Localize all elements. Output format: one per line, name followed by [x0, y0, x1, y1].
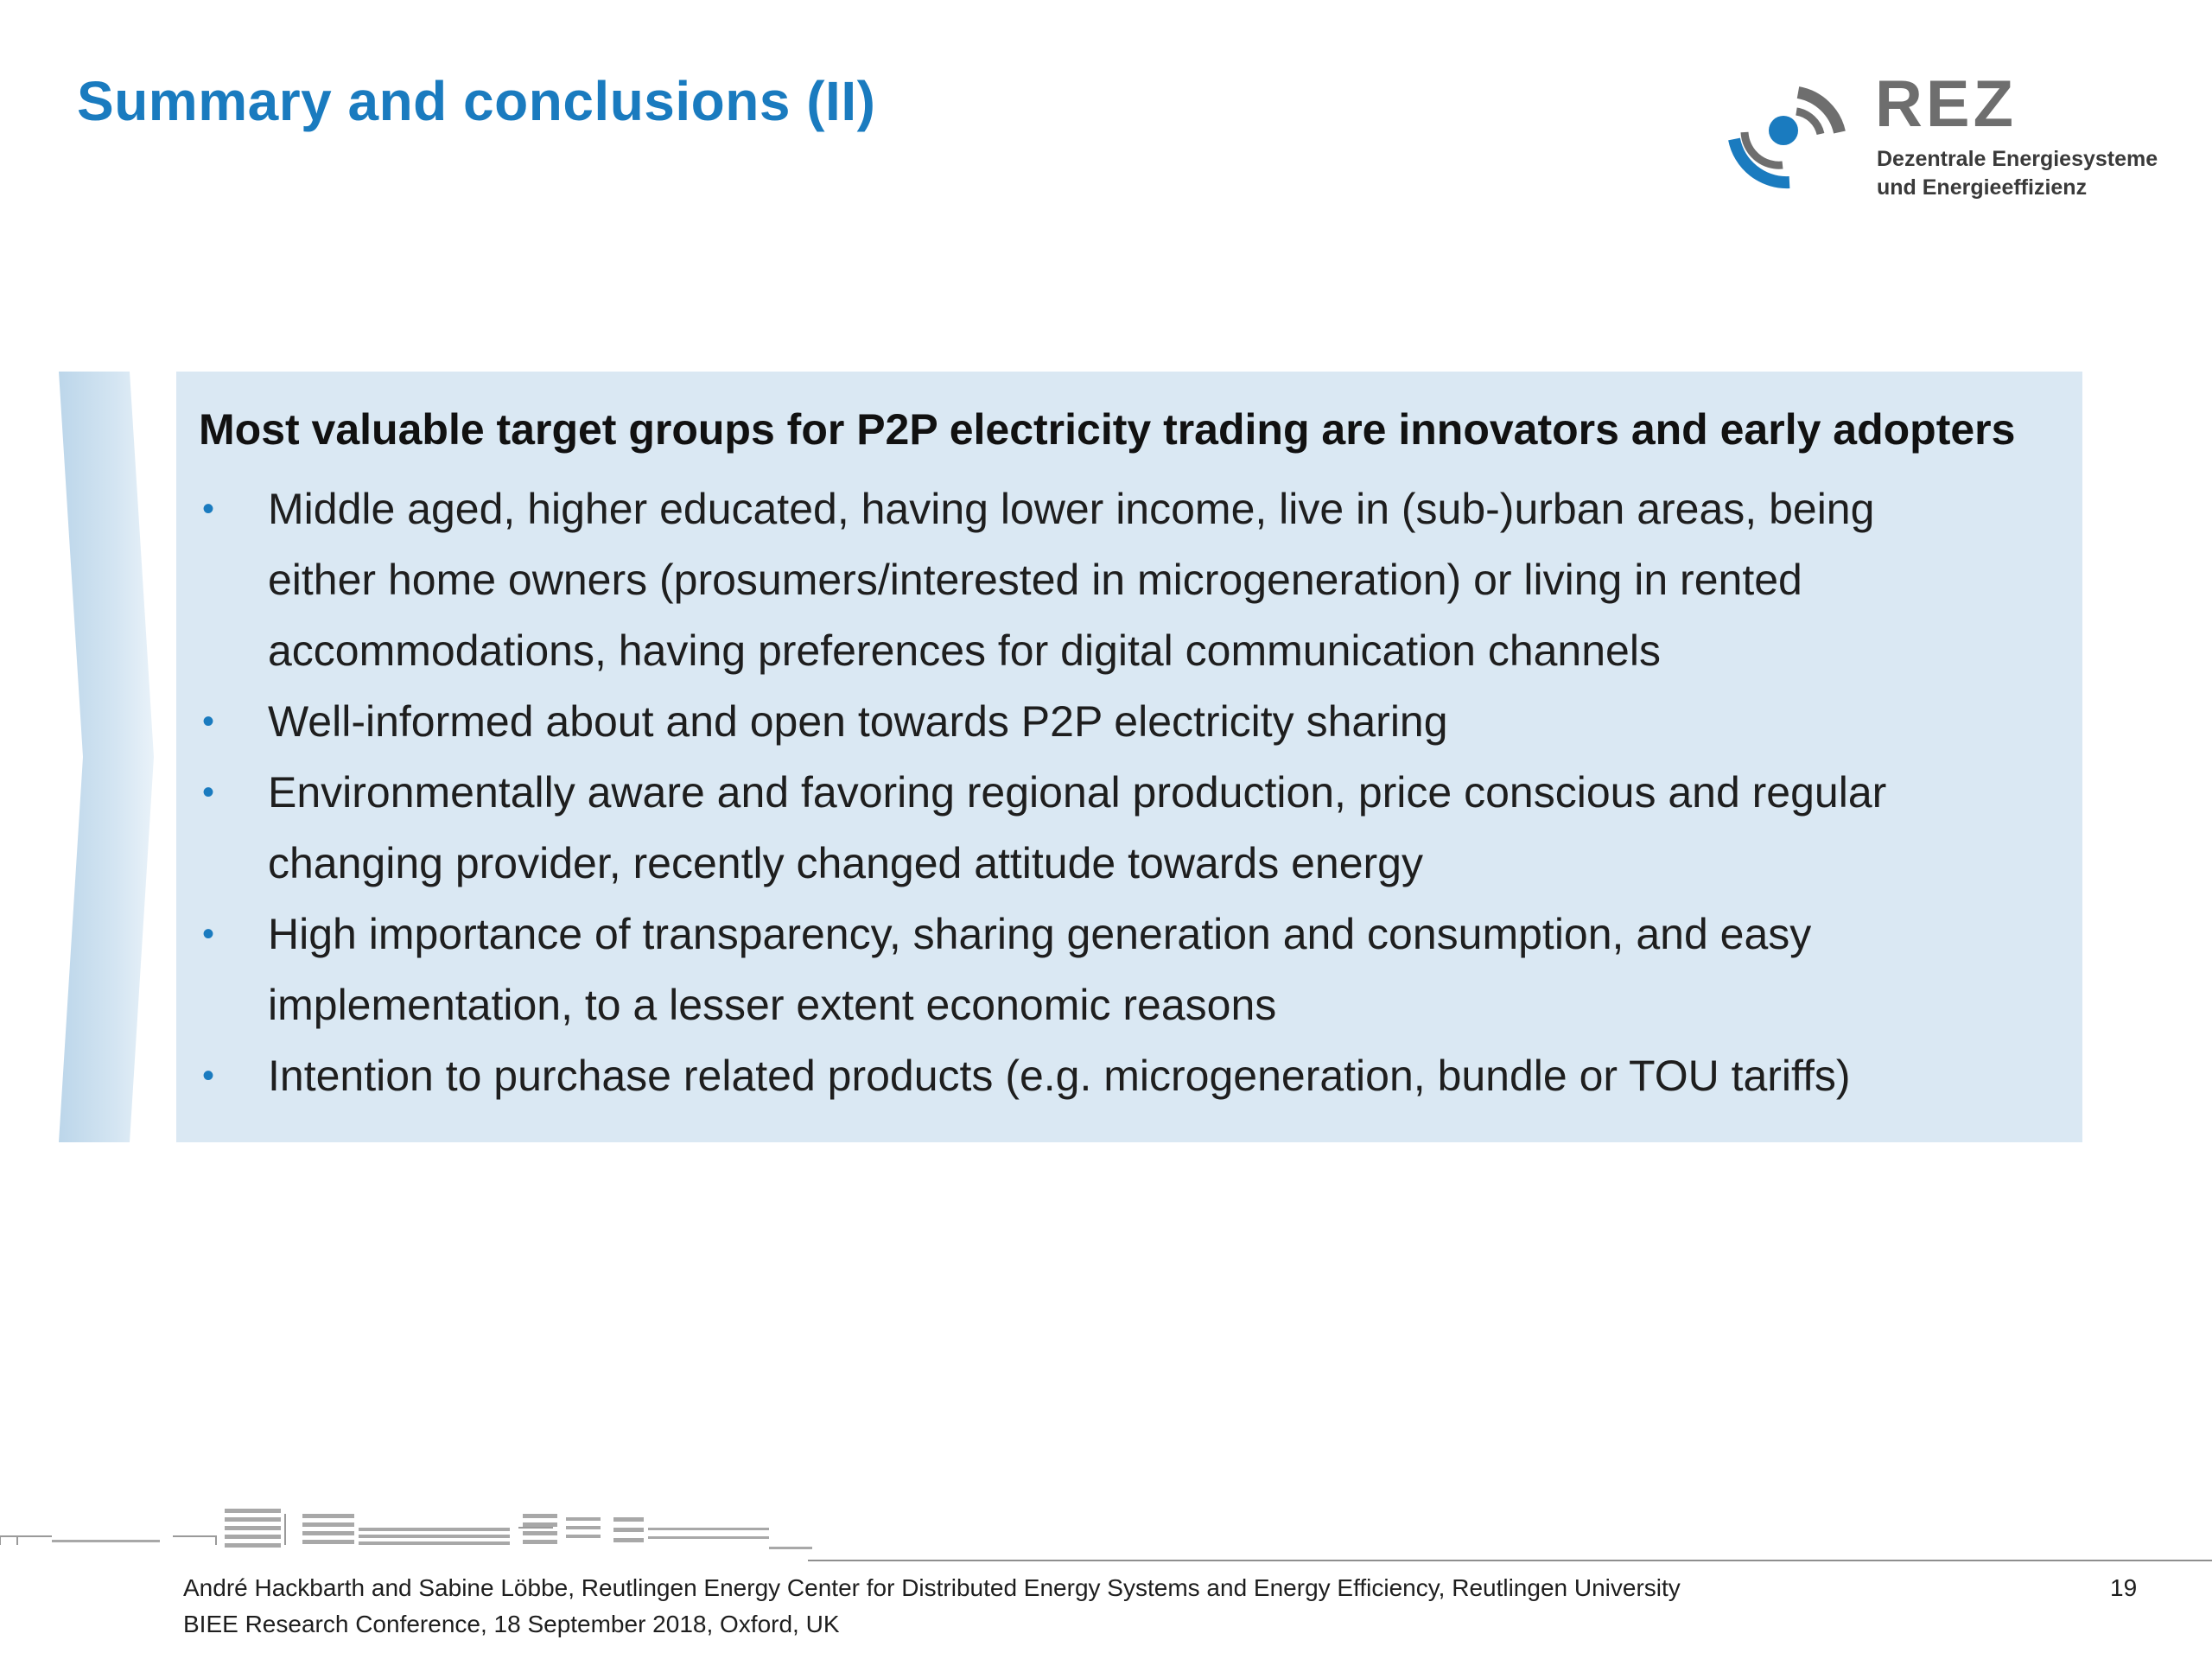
bullet-text-line: Environmentally aware and favoring regional production, price conscious and regular — [268, 768, 1887, 817]
logo-subtitle — [1877, 145, 2158, 202]
footer-conference: BIEE Research Conference, 18 September 2018, Oxford, UK — [183, 1611, 840, 1637]
rez-logo — [1724, 67, 2182, 210]
bullet-item — [199, 899, 2065, 1040]
bullet-text-line: Well-informed about and open towards P2P electricity sharing — [268, 697, 1448, 746]
bullet-text-line: High importance of transparency, sharing generation and consumption, and easy — [268, 910, 1812, 958]
content-box — [176, 372, 2082, 1142]
bullet-point-icon: • — [202, 1057, 215, 1095]
bullet-item — [199, 1040, 2065, 1111]
footer-authors: André Hackbarth and Sabine Löbbe, Reutlingen Energy Center for Distributed Energy Systems and Energy Efficiency, Reutlingen University — [183, 1574, 1681, 1601]
logo-name: REZ — [1875, 67, 2017, 141]
bullet-text-line: Middle aged, higher educated, having lower income, live in (sub-)urban areas, being — [268, 485, 1875, 533]
bullet-point-icon: • — [202, 915, 215, 953]
logo-subtitle-line: Dezentrale Energiesysteme — [1877, 147, 2158, 171]
bullet-text-line: accommodations, having preferences for digital communication channels — [268, 626, 1661, 675]
bullet-list — [199, 474, 2065, 1111]
rez-logo-icon — [1724, 72, 1853, 193]
bullet-point-icon: • — [202, 773, 215, 811]
bullet-text-line: either home owners (prosumers/interested in microgeneration) or living in rented — [268, 556, 1802, 604]
content-heading: Most valuable target groups for P2P electricity trading are innovators and early adopters — [199, 405, 2016, 454]
slide-title: Summary and conclusions (II) — [77, 70, 876, 132]
decorative-chevron — [59, 372, 154, 1142]
bullet-text-line: implementation, to a lesser extent economic reasons — [268, 981, 1277, 1029]
bullet-text-line: Intention to purchase related products (e.g. microgeneration, bundle or TOU tariffs) — [268, 1052, 1851, 1100]
footer-divider — [808, 1560, 2212, 1561]
page-number: 19 — [2110, 1574, 2138, 1601]
bullet-item — [199, 474, 2065, 686]
bullet-point-icon: • — [202, 702, 215, 741]
bullet-item — [199, 686, 2065, 757]
bullet-text-line: changing provider, recently changed attitude towards energy — [268, 839, 1423, 887]
bullet-item — [199, 757, 2065, 899]
building-skyline-graphic — [0, 1502, 812, 1566]
logo-subtitle-line: und Energieeffizienz — [1877, 175, 2088, 200]
bullet-point-icon: • — [202, 490, 215, 528]
